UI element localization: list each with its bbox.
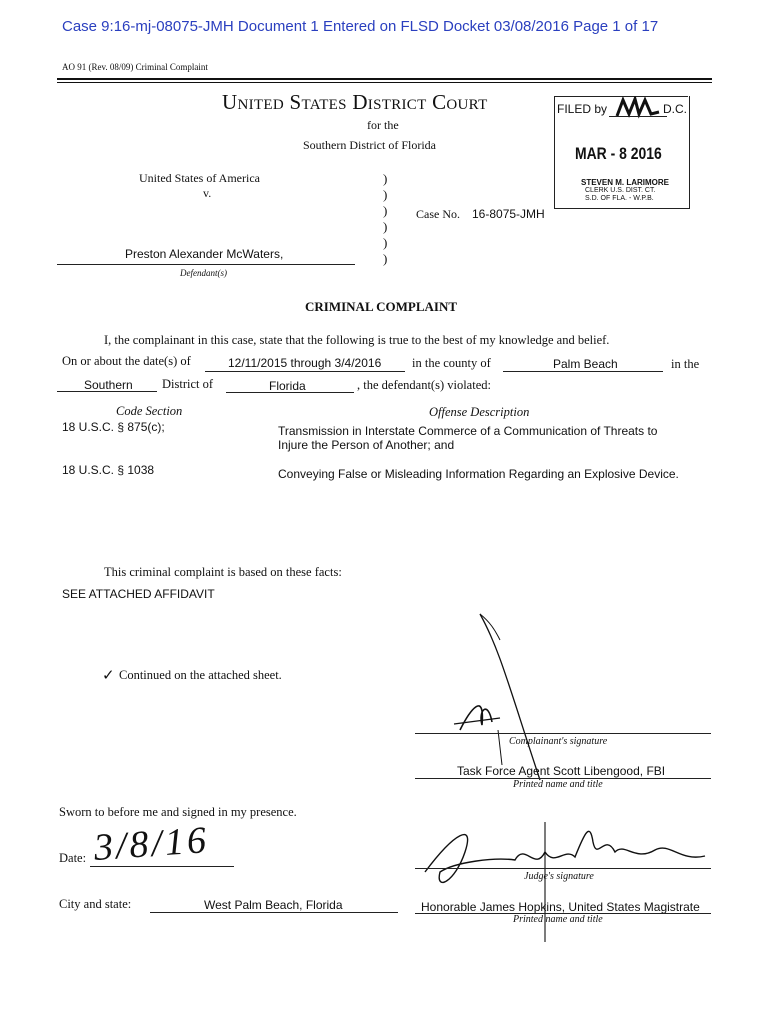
caption-paren: ) [383,171,388,186]
city-value: West Palm Beach, Florida [204,898,343,912]
case-no-value: 16-8075-JMH [472,207,545,221]
top-rule-thick [57,78,712,80]
violated-label: , the defendant(s) violated: [357,378,491,392]
top-rule-thin [57,82,712,83]
violation-code: 18 U.S.C. § 875(c); [62,420,165,434]
stamp-clerk-line1: STEVEN M. LARIMORE [581,178,670,187]
continued-label: Continued on the attached sheet. [119,668,282,682]
continued-checkbox[interactable]: ✓ [102,666,115,684]
complainant-name-label: Printed name and title [513,779,603,790]
stamp-clerk-line2: CLERK U.S. DIST. CT. [585,187,656,194]
district-value: Southern [84,378,133,392]
docket-header: Case 9:16-mj-08075-JMH Document 1 Entered on FLSD Docket 03/08/2016 Page 1 of 17 [62,18,659,35]
date-label: Date: [59,851,87,865]
offense-description-header: Offense Description [429,405,530,419]
complaint-title: CRIMINAL COMPLAINT [305,299,458,314]
district-of-label: District of [162,377,214,391]
stamp-clerk-line3: S.D. OF FLA. - W.P.B. [585,195,654,202]
judge-name: Honorable James Hopkins, United States Magistrate [421,900,700,914]
case-no-label: Case No. [416,207,460,221]
facts-label: This criminal complaint is based on these facts: [104,565,342,579]
caption-paren: ) [383,203,388,218]
violation-code: 18 U.S.C. § 1038 [62,463,155,477]
caption-defendant: Preston Alexander McWaters, [125,247,284,261]
state-value: Florida [269,379,306,393]
court-district: Southern District of Florida [303,138,436,152]
date-range-value: 12/11/2015 through 3/4/2016 [228,356,382,370]
defendant-label: Defendant(s) [180,268,227,278]
violation-offense-line1: Conveying False or Misleading Information Regarding an Explosive Device. [278,467,679,481]
sworn-statement: Sworn to before me and signed in my presence. [59,805,297,819]
judge-sig-label: Judge's signature [524,871,594,882]
caption-paren: ) [383,219,388,234]
caption-paren: ) [383,235,388,250]
date-prefix: On or about the date(s) of [62,354,191,368]
stamp-date: MAR - 8 2016 [575,144,662,163]
county-value: Palm Beach [553,357,618,371]
complainant-name: Task Force Agent Scott Libengood, FBI [457,764,666,778]
date-handwritten: 3/8/16 [92,819,211,869]
stamp-dc: D.C. [663,102,687,116]
complainant-sig-label: Complainant's signature [509,736,608,747]
violation-offense-line2: Injure the Person of Another; and [278,438,455,452]
court-for: for the [367,118,399,132]
caption-paren: ) [383,187,388,202]
city-label: City and state: [59,897,132,911]
caption-paren: ) [383,251,388,266]
facts-value: SEE ATTACHED AFFIDAVIT [62,587,215,601]
in-the-label: in the [671,357,700,371]
form-id: AO 91 (Rev. 08/09) Criminal Complaint [62,62,208,72]
complaint-intro: I, the complainant in this case, state that the following is true to the best of my knowledge and belief. [104,333,610,347]
stamp-filed-by: FILED by [557,102,608,116]
violation-offense-line1: Transmission in Interstate Commerce of a Communication of Threats to [278,424,658,438]
judge-name-label: Printed name and title [513,914,603,925]
judge-signature [415,812,715,952]
caption-plaintiff: United States of America [139,171,260,185]
caption-versus: v. [203,186,212,200]
filed-stamp [554,96,690,209]
court-name: United States District Court [222,90,488,114]
county-label: in the county of [412,356,491,370]
complainant-signature [440,610,550,790]
code-section-header: Code Section [116,404,183,418]
